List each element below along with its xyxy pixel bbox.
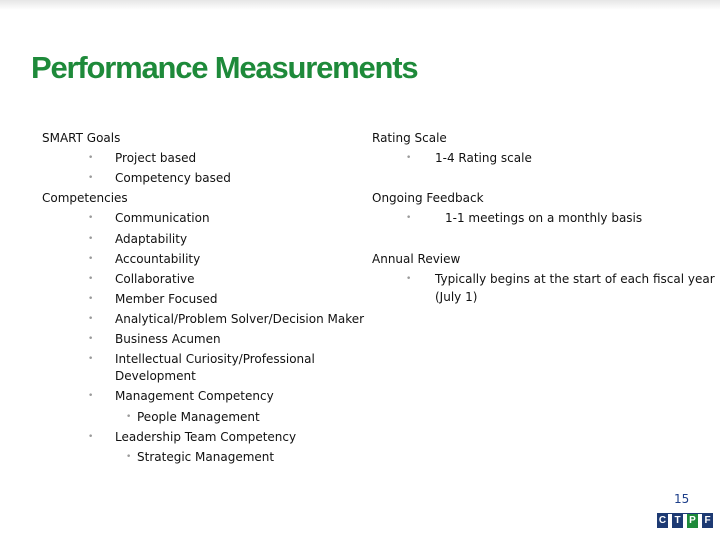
bullet-icon: •: [88, 391, 94, 401]
bullet-icon: •: [88, 153, 94, 163]
bullet-icon: •: [88, 314, 94, 324]
bullet-icon: •: [406, 153, 412, 163]
list-item: Intellectual Curiosity/Professional: [115, 352, 315, 366]
bullet-icon: •: [88, 213, 94, 223]
list-item: Leadership Team Competency: [115, 430, 297, 444]
logo-letter-c: C: [658, 515, 667, 526]
list-item: Project based: [115, 151, 197, 165]
list-item: Typically begins at the start of each fiscal year: [435, 272, 715, 286]
sub-list-item: People Management: [137, 410, 260, 424]
list-item: Collaborative: [115, 272, 195, 286]
bullet-icon: •: [406, 213, 412, 223]
list-item: Adaptability: [115, 232, 188, 246]
bullet-icon: •: [88, 173, 94, 183]
list-item: 1-4 Rating scale: [435, 151, 532, 165]
top-gradient-band: [0, 0, 720, 10]
sub-bullet-icon: •: [126, 412, 132, 422]
list-item: Member Focused: [115, 292, 218, 306]
bullet-icon: •: [88, 274, 94, 284]
list-item: Management Competency: [115, 389, 274, 403]
list-item: Business Acumen: [115, 332, 221, 346]
list-item: Analytical/Problem Solver/Decision Maker: [115, 312, 365, 326]
bullet-icon: •: [406, 274, 412, 284]
page-number: 15: [674, 492, 690, 506]
bullet-icon: •: [88, 354, 94, 364]
bullet-icon: •: [88, 334, 94, 344]
bullet-icon: •: [88, 254, 94, 264]
logo-letter-f: F: [702, 514, 713, 528]
competencies-heading: Competencies: [42, 191, 128, 205]
rating-scale-heading: Rating Scale: [372, 131, 447, 145]
bullet-icon: •: [88, 432, 94, 442]
list-item-continuation: (July 1): [435, 290, 478, 304]
smart-goals-heading: SMART Goals: [42, 131, 121, 145]
annual-review-heading: Annual Review: [372, 252, 461, 266]
logo-letter-p: P: [687, 514, 698, 528]
ongoing-feedback-heading: Ongoing Feedback: [372, 191, 484, 205]
sub-bullet-icon: •: [126, 452, 132, 462]
list-item: Communication: [115, 211, 210, 225]
slide-title: Performance Measurements: [31, 50, 418, 85]
list-item: 1-1 meetings on a monthly basis: [445, 211, 643, 225]
bullet-icon: •: [88, 294, 94, 304]
sub-list-item: Strategic Management: [137, 450, 275, 464]
logo-letter-t: T: [672, 514, 683, 528]
list-item: Competency based: [115, 171, 231, 185]
list-item: Accountability: [115, 252, 201, 266]
bullet-icon: •: [88, 234, 94, 244]
list-item-continuation: Development: [115, 369, 196, 383]
